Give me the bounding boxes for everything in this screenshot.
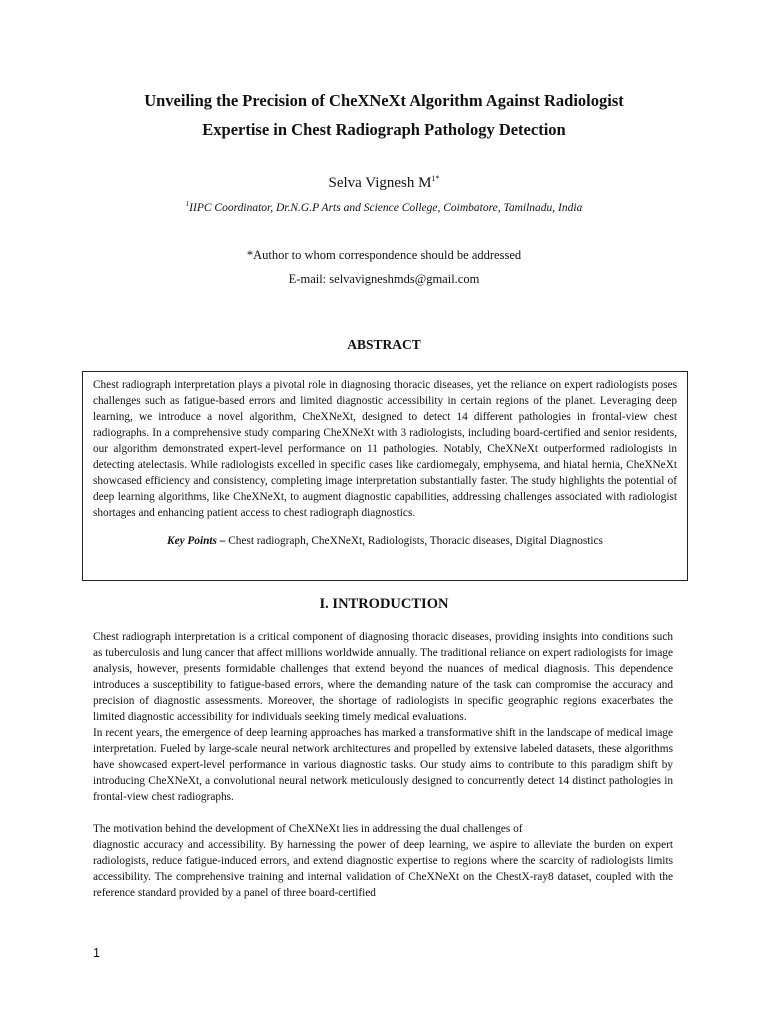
author-line <box>0 174 768 192</box>
paper-title <box>60 86 708 144</box>
introduction-body <box>93 629 673 901</box>
intro-paragraph-1: Chest radiograph interpretation is a critical component of diagnosing thoracic diseases, providing insights into conditions such as tuberculosis and lung cancer that affect millions worldwide annually. The traditional reliance on expert radiologists for image analysis, however, presents formidable challenges that extend beyond the nuances of medical diagnosis. This dependence introduces a susceptibility to fatigue-based errors, where the demanding nature of the task can compromise the accuracy and precision of diagnostic assessments. Moreover, the shortage of radiologists in specific geographic regions exacerbates the limited diagnostic accessibility for individuals seeking timely medical evaluations. <box>93 631 673 723</box>
author-superscript: 1* <box>431 174 440 183</box>
intro-paragraph-3-first-line: The motivation behind the development of CheXNeXt lies in addressing the dual challenges of <box>93 823 523 835</box>
affiliation-superscript: 1 <box>185 200 190 208</box>
abstract-text: Chest radiograph interpretation plays a pivotal role in diagnosing thoracic diseases, yet the reliance on expert radiologists poses challenges such as fatigue-based errors and limited diagnostic accessibility in certain regions of the planet. Leveraging deep learning, we introduce a novel algorithm, CheXNeXt, designed to detect 14 different pathologies in frontal-view chest radiographs. In a comprehensive study comparing CheXNeXt with 3 radiologists, including board-certified and senior residents, our algorithm demonstrated expert-level performance on 11 pathologies. Notably, CheXNeXt outperformed radiologists in detecting atelectasis. While radiologists excelled in specific cases like cardiomegaly, emphysema, and hiatal hernia, CheXNeXt showcased efficiency and consistency, completing image interpretation substantially faster. The study highlights the potential of deep learning algorithms, like CheXNeXt, to augment diagnostic capabilities, addressing challenges associated with radiologist shortages and enhancing patient access to chest radiograph diagnostics. <box>93 379 677 519</box>
introduction-heading: I. INTRODUCTION <box>319 596 449 612</box>
correspondence-block <box>0 243 768 291</box>
abstract-heading: ABSTRACT <box>347 337 421 352</box>
key-points-label: Key Points – <box>167 535 226 547</box>
intro-paragraph-2: In recent years, the emergence of deep learning approaches has marked a transformative shift in the landscape of medical image interpretation. Fueled by large-scale neural network architectures and propelled by extensive labeled datasets, these algorithms have showcased expert-level performance in various diagnostic tasks. Our study aims to contribute to this paradigm shift by introducing CheXNeXt, a convolutional neural network meticulously designed to concurrently detect 14 distinct pathologies in frontal-view chest radiographs. <box>93 727 673 803</box>
author-name: Selva Vignesh M <box>328 175 432 191</box>
abstract-box <box>82 371 688 581</box>
title-line-2: Expertise in Chest Radiograph Pathology Detection <box>202 120 566 139</box>
key-points-text: Chest radiograph, CheXNeXt, Radiologists, Thoracic diseases, Digital Diagnostics <box>225 535 603 547</box>
correspondence-note: *Author to whom correspondence should be addressed <box>246 248 522 262</box>
correspondence-email: E-mail: selvavigneshmds@gmail.com <box>288 272 480 286</box>
intro-paragraph-3-continuation: diagnostic accuracy and accessibility. By harnessing the power of deep learning, we aspire to alleviate the burden on expert radiologists, reduce fatigue-induced errors, and extend diagnostic expertise to regions where the scarcity of radiologists limits accessibility. The comprehensive training and internal validation of CheXNeXt on the ChestX-ray8 dataset, coupled with the reference standard provided by a panel of three board-certified <box>93 839 673 899</box>
title-line-1: Unveiling the Precision of CheXNeXt Algorithm Against Radiologist <box>144 91 624 110</box>
affiliation-line <box>0 200 768 214</box>
affiliation-text: IIPC Coordinator, Dr.N.G.P Arts and Science College, Coimbatore, Tamilnadu, India <box>189 201 583 214</box>
key-points <box>93 533 677 549</box>
page-number: 1 <box>93 946 100 960</box>
